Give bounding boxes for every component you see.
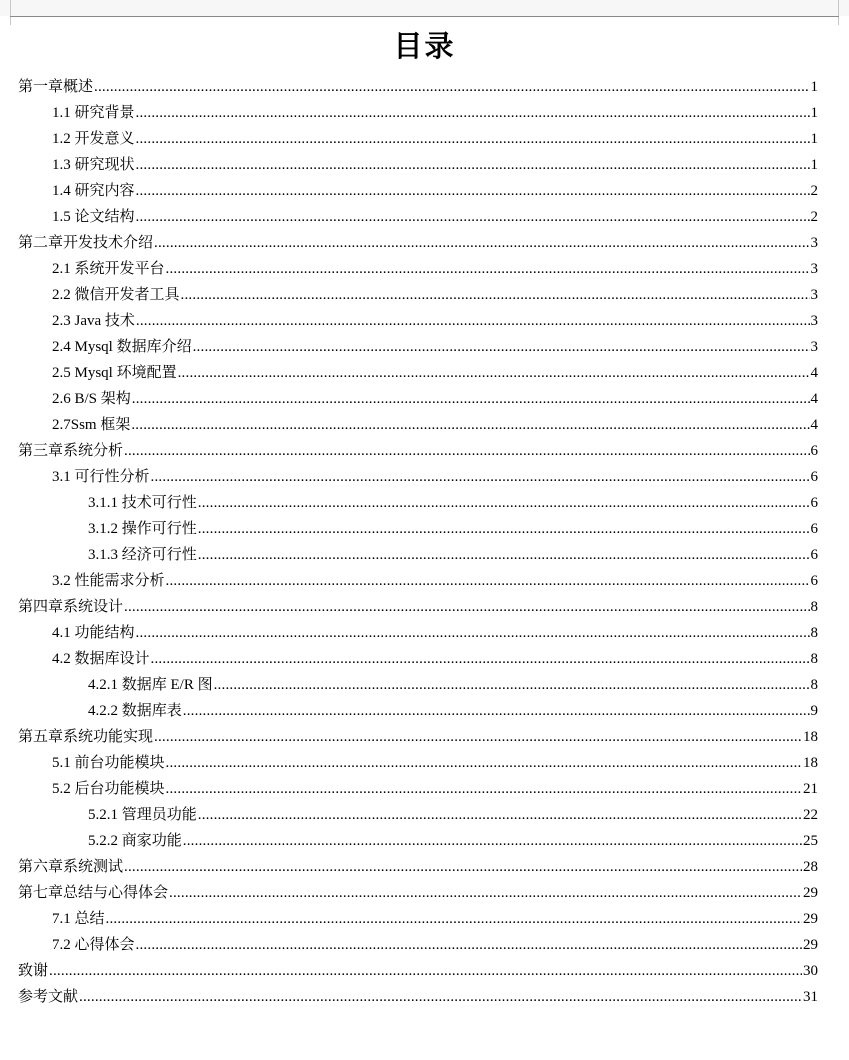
toc-page-number: 1 [810, 157, 818, 173]
toc-entry-label: 1.3 研究现状 [52, 157, 135, 173]
toc-leader-dots [166, 568, 810, 594]
toc-entry-label: 3.1.2 操作可行性 [88, 521, 197, 537]
toc-page-number: 8 [810, 677, 818, 693]
toc-leader-dots [136, 100, 810, 126]
toc-entry[interactable] [52, 750, 818, 776]
toc-leader-dots [136, 152, 810, 178]
toc-leader-dots [198, 542, 810, 568]
toc-leader-dots [198, 490, 810, 516]
header-divider [10, 16, 839, 17]
toc-entry-label: 2.1 系统开发平台 [52, 261, 165, 277]
toc-leader-dots [124, 854, 802, 880]
toc-entry-label: 5.2.1 管理员功能 [88, 807, 197, 823]
toc-entry[interactable] [88, 828, 818, 854]
toc-page-number: 30 [803, 963, 818, 979]
toc-leader-dots [136, 178, 810, 204]
toc-entry[interactable] [52, 360, 818, 386]
toc-page-number: 6 [810, 547, 818, 563]
page-header-area [0, 0, 849, 16]
toc-page-number: 9 [810, 703, 818, 719]
toc-entry[interactable] [52, 776, 818, 802]
toc-entry[interactable] [18, 880, 818, 906]
toc-entry[interactable] [18, 230, 818, 256]
toc-entry-label: 第三章系统分析 [18, 443, 124, 459]
toc-entry-label: 1.1 研究背景 [52, 105, 135, 121]
toc-page-number: 2 [810, 209, 818, 225]
toc-entry-label: 2.2 微信开发者工具 [52, 287, 180, 303]
toc-entry-label: 参考文献 [18, 989, 79, 1005]
toc-page-number: 29 [803, 911, 818, 927]
toc-page-number: 3 [810, 287, 818, 303]
toc-leader-dots [178, 360, 810, 386]
toc-entry-label: 7.2 心得体会 [52, 937, 135, 953]
toc-page-number: 29 [803, 885, 818, 901]
toc-entry[interactable] [18, 74, 818, 100]
toc-entry-label: 第五章系统功能实现 [18, 729, 154, 745]
toc-page-number: 6 [810, 495, 818, 511]
toc-entry[interactable] [88, 672, 818, 698]
toc-entry-label: 3.2 性能需求分析 [52, 573, 165, 589]
toc-page-number: 6 [810, 521, 818, 537]
corner-mark-right [838, 0, 849, 25]
toc-page-number: 8 [810, 599, 818, 615]
toc-entry-label: 1.2 开发意义 [52, 131, 135, 147]
toc-leader-dots [136, 932, 802, 958]
toc-page-number: 18 [803, 729, 818, 745]
toc-entry[interactable] [52, 906, 818, 932]
toc-entry[interactable] [88, 802, 818, 828]
toc-entry-label: 第七章总结与心得体会 [18, 885, 169, 901]
toc-leader-dots [214, 672, 810, 698]
toc-entry[interactable] [18, 594, 818, 620]
toc-entry[interactable] [52, 646, 818, 672]
toc-leader-dots [166, 750, 802, 776]
toc-leader-dots [154, 724, 802, 750]
toc-leader-dots [136, 126, 810, 152]
toc-entry[interactable] [52, 100, 818, 126]
toc-leader-dots [132, 386, 810, 412]
toc-entry-label: 4.2.1 数据库 E/R 图 [88, 677, 213, 693]
toc-entry[interactable] [88, 542, 818, 568]
toc-page-number: 1 [810, 105, 818, 121]
toc-leader-dots [154, 230, 809, 256]
toc-entry[interactable] [52, 178, 818, 204]
toc-leader-dots [136, 308, 810, 334]
toc-entry-label: 第二章开发技术介绍 [18, 235, 154, 251]
toc-entry-label: 1.4 研究内容 [52, 183, 135, 199]
toc-page-number: 25 [803, 833, 818, 849]
toc-entry-label: 4.2 数据库设计 [52, 651, 150, 667]
toc-leader-dots [49, 958, 802, 984]
toc-leader-dots [198, 802, 802, 828]
toc-entry[interactable] [18, 984, 818, 1010]
toc-leader-dots [166, 776, 802, 802]
toc-entry-label: 2.6 B/S 架构 [52, 391, 131, 407]
toc-entry[interactable] [88, 516, 818, 542]
toc-page-number: 8 [810, 625, 818, 641]
corner-mark-left [0, 0, 11, 25]
toc-page-number: 2 [810, 183, 818, 199]
toc-leader-dots [183, 698, 810, 724]
toc-entry[interactable] [18, 724, 818, 750]
toc-entry[interactable] [88, 698, 818, 724]
toc-entry-label: 3.1.1 技术可行性 [88, 495, 197, 511]
toc-leader-dots [106, 906, 802, 932]
toc-entry[interactable] [18, 438, 818, 464]
toc-page-number: 8 [810, 651, 818, 667]
toc-leader-dots [169, 880, 802, 906]
toc-entry[interactable] [52, 256, 818, 282]
toc-entry-label: 2.7Ssm 框架 [52, 417, 131, 433]
toc-page-number: 6 [810, 573, 818, 589]
toc-entry-label: 2.4 Mysql 数据库介绍 [52, 339, 192, 355]
toc-entry-label: 3.1.3 经济可行性 [88, 547, 197, 563]
toc-page-number: 3 [810, 339, 818, 355]
toc-leader-dots [151, 464, 810, 490]
toc-entry-label: 第四章系统设计 [18, 599, 124, 615]
toc-entry[interactable] [18, 958, 818, 984]
toc-entry[interactable] [52, 932, 818, 958]
toc-page-number: 4 [810, 365, 818, 381]
toc-entry[interactable] [52, 204, 818, 230]
toc-entry-label: 4.1 功能结构 [52, 625, 135, 641]
toc-page-number: 1 [810, 131, 818, 147]
toc-entry-label: 7.1 总结 [52, 911, 105, 927]
toc-page-number: 28 [803, 859, 818, 875]
toc-entry[interactable] [52, 126, 818, 152]
toc-entry[interactable] [52, 464, 818, 490]
toc-entry-label: 2.3 Java 技术 [52, 313, 135, 329]
toc-entry-label: 3.1 可行性分析 [52, 469, 150, 485]
toc-page-number: 6 [810, 469, 818, 485]
toc-leader-dots [198, 516, 810, 542]
toc-leader-dots [166, 256, 810, 282]
toc-page-number: 4 [810, 417, 818, 433]
toc-entry-label: 第一章概述 [18, 79, 94, 95]
toc-title: 目录 [393, 29, 456, 63]
toc-entry[interactable] [88, 490, 818, 516]
toc-page-number: 18 [803, 755, 818, 771]
toc-entry[interactable] [52, 568, 818, 594]
toc-page-number: 3 [810, 261, 818, 277]
toc-page-number: 3 [810, 313, 818, 329]
toc-leader-dots [79, 984, 802, 1010]
toc-leader-dots [136, 204, 810, 230]
toc-leader-dots [124, 594, 809, 620]
toc-entry-label: 1.5 论文结构 [52, 209, 135, 225]
toc-entry[interactable] [18, 854, 818, 880]
toc-entry-label: 致谢 [18, 963, 49, 979]
toc-page-number: 4 [810, 391, 818, 407]
toc-entry[interactable] [52, 412, 818, 438]
toc-leader-dots [136, 620, 810, 646]
toc-entry[interactable] [52, 334, 818, 360]
toc-entry[interactable] [52, 152, 818, 178]
toc-page-number: 6 [810, 443, 818, 459]
toc-page-number: 1 [810, 79, 818, 95]
toc-leader-dots [183, 828, 802, 854]
toc-leader-dots [124, 438, 809, 464]
toc-entry[interactable] [52, 282, 818, 308]
toc-page-number: 31 [803, 989, 818, 1005]
toc-entry-label: 5.2 后台功能模块 [52, 781, 165, 797]
toc-leader-dots [181, 282, 810, 308]
toc-leader-dots [94, 74, 809, 100]
toc-leader-dots [193, 334, 810, 360]
toc-page-number: 21 [803, 781, 818, 797]
toc-entry[interactable] [52, 620, 818, 646]
toc-page-number: 29 [803, 937, 818, 953]
toc-leader-dots [131, 412, 809, 438]
toc-entry-label: 5.1 前台功能模块 [52, 755, 165, 771]
toc-entry-label: 4.2.2 数据库表 [88, 703, 182, 719]
toc-page-number: 3 [810, 235, 818, 251]
toc-entry-label: 第六章系统测试 [18, 859, 124, 875]
toc-entry[interactable] [52, 386, 818, 412]
toc-entry-label: 2.5 Mysql 环境配置 [52, 365, 177, 381]
toc-leader-dots [151, 646, 810, 672]
toc-entry-label: 5.2.2 商家功能 [88, 833, 182, 849]
toc-page-number: 22 [803, 807, 818, 823]
toc-entry[interactable] [52, 308, 818, 334]
